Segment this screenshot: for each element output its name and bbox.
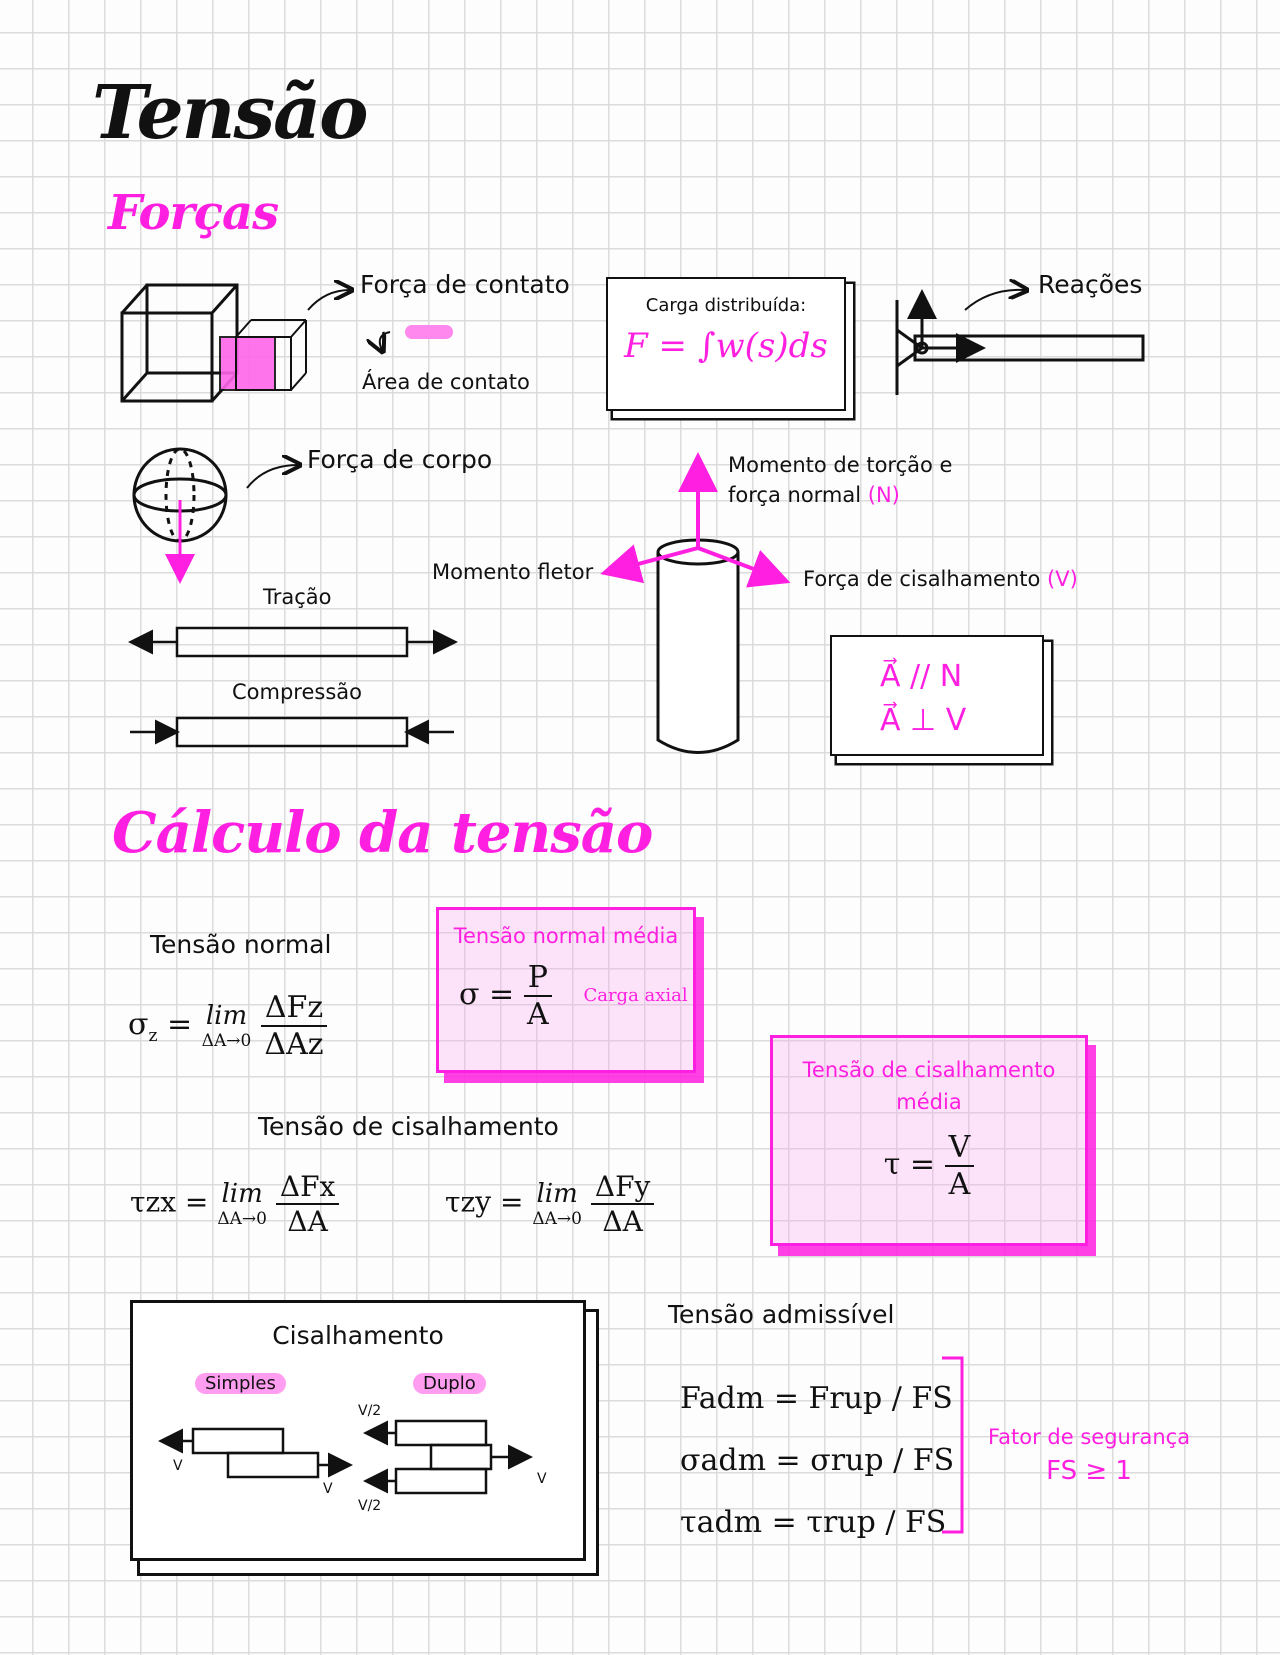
- label-forca-contato: Força de contato: [360, 270, 570, 299]
- label-fator-seguranca: Fator de segurança FS ≥ 1: [988, 1425, 1191, 1486]
- normal-media-title: Tensão normal média: [453, 924, 679, 948]
- label-tracao: Tração: [263, 585, 332, 609]
- label-tensao-normal: Tensão normal: [150, 930, 332, 959]
- label-compressao: Compressão: [232, 680, 362, 704]
- vector-line-1: A⃗ // N: [880, 659, 963, 694]
- arrow-icon: [247, 465, 298, 488]
- label-v-duplo: V: [537, 1471, 547, 1487]
- label-tensao-admissivel: Tensão admissível: [668, 1300, 895, 1329]
- label-v-left: V: [173, 1458, 183, 1474]
- formula-tensao-normal: $\sigma_z$ = lim ΔA→0 $\frac{\text{ΔFz}}{\text{ΔAz}}$: [128, 990, 327, 1062]
- eq-tau-adm: τadm = τrup / FS: [680, 1505, 947, 1540]
- label-tensao-cisalhamento: Tensão de cisalhamento: [258, 1112, 559, 1141]
- eq-sigma-adm: σadm = σrup / FS: [680, 1443, 955, 1478]
- vector-relations-box: [830, 635, 1044, 756]
- cisalhamento-media-box: [770, 1035, 1088, 1246]
- arrow-icon: [308, 290, 350, 310]
- label-forca-corpo: Força de corpo: [307, 445, 493, 474]
- contact-cubes-icon: [122, 285, 306, 401]
- bracket-icon: [940, 1355, 970, 1535]
- eq-f-adm: Fadm = Frup / FS: [680, 1381, 953, 1416]
- distributed-load-box: [606, 277, 846, 411]
- label-momento-torcao: Momento de torção e força normal (N): [728, 453, 953, 507]
- label-forca-cisalhamento: Força de cisalhamento (V): [803, 567, 1078, 591]
- cisalhamento-box: [130, 1300, 586, 1561]
- compression-bar-icon: [130, 718, 454, 746]
- page-title: Tensão: [92, 70, 367, 156]
- label-v2-bottom: V/2: [358, 1498, 382, 1514]
- section-heading-calculo: Cálculo da tensão: [112, 800, 653, 866]
- contact-area-swatch: [405, 325, 453, 339]
- arrow-icon: [965, 290, 1025, 310]
- arrow-icon: [380, 332, 390, 350]
- reaction-beam-icon: [897, 295, 1143, 395]
- formula-cis-media: τ = $\frac{V}{A}$: [773, 1130, 1085, 1202]
- cylinder-icon: [658, 540, 738, 753]
- formula-tau-zx: τzx = lim ΔA→0 $\frac{\text{ΔFx}}{\Delta A}$: [130, 1170, 339, 1238]
- cisalhamento-title: Cisalhamento: [272, 1321, 444, 1350]
- label-momento-fletor: Momento fletor: [432, 560, 594, 584]
- formula-tau-zy: τzy = lim ΔA→0 $\frac{\text{ΔFy}}{\Delta A}$: [445, 1170, 654, 1238]
- label-reacoes: Reações: [1038, 270, 1143, 299]
- label-area-contato: Área de contato: [362, 370, 530, 394]
- cis-media-title: Tensão de cisalhamento média: [802, 1058, 1056, 1114]
- label-carga-axial: Carga axial: [583, 985, 688, 1006]
- formula-normal-media: σ = $\frac{P}{A}$ Carga axial: [459, 960, 688, 1032]
- vector-line-2: A⃗ ⊥ V: [880, 703, 967, 738]
- formula-carga: F = ∫w(s)ds: [624, 326, 828, 366]
- label-v-right: V: [323, 1481, 333, 1497]
- section-heading-forcas: Forças: [108, 185, 279, 241]
- label-carga-distribuida: Carga distribuída:: [645, 295, 807, 316]
- label-duplo: Duplo: [413, 1373, 486, 1394]
- label-simples: Simples: [195, 1373, 286, 1394]
- label-v2-top: V/2: [358, 1403, 382, 1419]
- tension-bar-icon: [133, 628, 453, 656]
- normal-media-box: [436, 907, 696, 1073]
- shear-diagram: [133, 1303, 583, 1558]
- admissible-equations: [680, 1368, 954, 1554]
